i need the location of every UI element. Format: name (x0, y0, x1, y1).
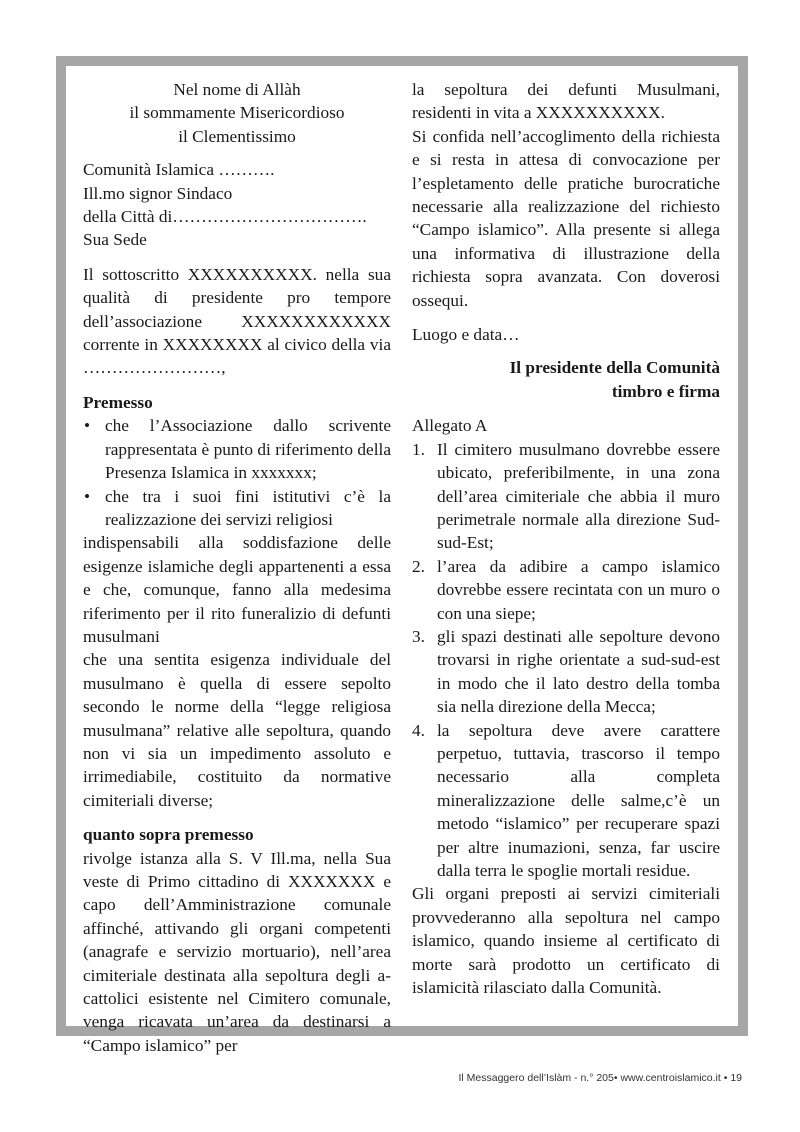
article-frame (56, 56, 748, 1055)
body-paragraph: Si confida nell’accoglimento della richiesta e si resta in attesa di convocazione per l’espletamento delle pratiche burocratiche necessarie alla realizzazione del richiesto “Campo islamico”. Alla presente si allega una informativa di illustrazione della richiesta sopra avanzata. Con doverosi ossequi. (412, 126, 720, 310)
list-item (412, 719, 720, 883)
list-number: 2. (412, 556, 425, 576)
list-item (412, 555, 720, 625)
allegato-heading: Allegato A (412, 416, 488, 436)
list-number: 3. (412, 626, 425, 646)
list-item (412, 438, 720, 555)
request-paragraph: rivolge istanza alla S. V Ill.ma, nella Sua veste di Primo cittadino di XXXXXXX e capo dell’Amministrazione comunale affinché, attivando gli organi competenti (anagrafe e servizio mortuario), nell’area cimiteriale destinata alla sepoltura degli a-cattolici esistente nel Cimitero comunale, venga ricavata un’area da destinarsi a “Campo islamico” per (83, 848, 391, 1055)
list-item-text: che tra i suoi fini istitutivi c’è la realizzazione dei servizi religiosi (105, 486, 391, 529)
invocation-line: il Clementissimo (178, 126, 296, 146)
body-paragraph: che una sentita esigenza individuale del musulmano è quella di essere sepolto secondo le norme della “legge religiosa musulmana” relative alle sepoltura, quando non vi sia un impedimento assoluto e irrimediabile, costituito da normative cimiteriali diverse; (83, 650, 391, 810)
list-item-text: Il cimitero musulmano dovrebbe essere ubicato, preferibilmente, in una zona dell’area cimiteriale che abbia il muro perimetrale normale alla direzione Sud-sud-Est; (437, 439, 720, 553)
address-line: Comunità Islamica ………. (83, 160, 275, 180)
address-line: della Città di……………………………. (83, 207, 367, 227)
closing-paragraph: Gli organi preposti ai servizi cimiteriali provvederanno alla sepoltura nel campo islamico, quando insieme al certificato di morte sarà prodotto un certificato di islamicità rilasciato dalla Comunità. (412, 884, 720, 998)
invocation-line: il sommamente Misericordioso (129, 103, 345, 123)
list-item (83, 485, 391, 532)
list-item-text: gli spazi destinati alle sepolture devono trovarsi in righe orientate a sud-sud-est in modo che il lato destro della tomba sia nella direzione della Mecca; (437, 626, 720, 717)
list-item-text: che l’Associazione dallo scrivente rappresentata è punto di riferimento della Presenza Islamica in xxxxxxx; (105, 416, 391, 483)
continuation-paragraph: la sepoltura dei defunti Musulmani, residenti in vita a XXXXXXXXXX. (412, 80, 720, 123)
signature-block (412, 356, 720, 403)
allegato-list (412, 438, 720, 883)
invocation-line: Nel nome di Allàh (173, 80, 301, 99)
bullet-marker: • (84, 416, 91, 436)
body-paragraph: indispensabili alla soddisfazione delle esigenze islamiche degli appartenenti a essa e che, comunque, fanno alla medesima riferimento per il rito funeralizio di defunti musulmani (83, 533, 391, 646)
list-item-text: l’area da adibire a campo islamico dovrebbe essere recintata con un muro o con una siepe; (437, 556, 720, 623)
invocation-heading (83, 78, 391, 148)
page-footer: Il Messaggero dell’Islàm - n.° 205• www.centroislamico.it • 19 (458, 1072, 742, 1084)
premesso-list (83, 414, 391, 531)
signature-line: timbro e firma (611, 381, 720, 401)
quanto-heading: quanto sopra premesso (83, 825, 254, 845)
list-number: 4. (412, 720, 425, 740)
address-line: Sua Sede (83, 230, 147, 250)
address-block (83, 158, 391, 252)
intro-paragraph: Il sottoscritto XXXXXXXXXX. nella sua qualità di presidente pro tempore dell’associazione XXXXXXXXXXXX corrente in XXXXXXXX al civico della via ……………………, (83, 264, 391, 378)
list-item-text: la sepoltura deve avere carattere perpetuo, tuttavia, trascorso il tempo necessario alla completa mineralizzazione delle salme,c’è un metodo “islamico” per recuperare spazi per altre inumazioni, senza, far uscire dalla terra le spoglie mortali residue. (437, 720, 720, 880)
bullet-marker: • (84, 486, 91, 506)
left-column (83, 78, 391, 1057)
premesso-heading: Premesso (83, 392, 153, 412)
right-column (412, 78, 720, 999)
list-item (412, 625, 720, 719)
address-line: Ill.mo signor Sindaco (83, 183, 233, 203)
list-item (83, 414, 391, 484)
list-number: 1. (412, 439, 425, 459)
place-date: Luogo e data… (412, 325, 520, 345)
signature-line: Il presidente della Comunità (509, 358, 720, 378)
